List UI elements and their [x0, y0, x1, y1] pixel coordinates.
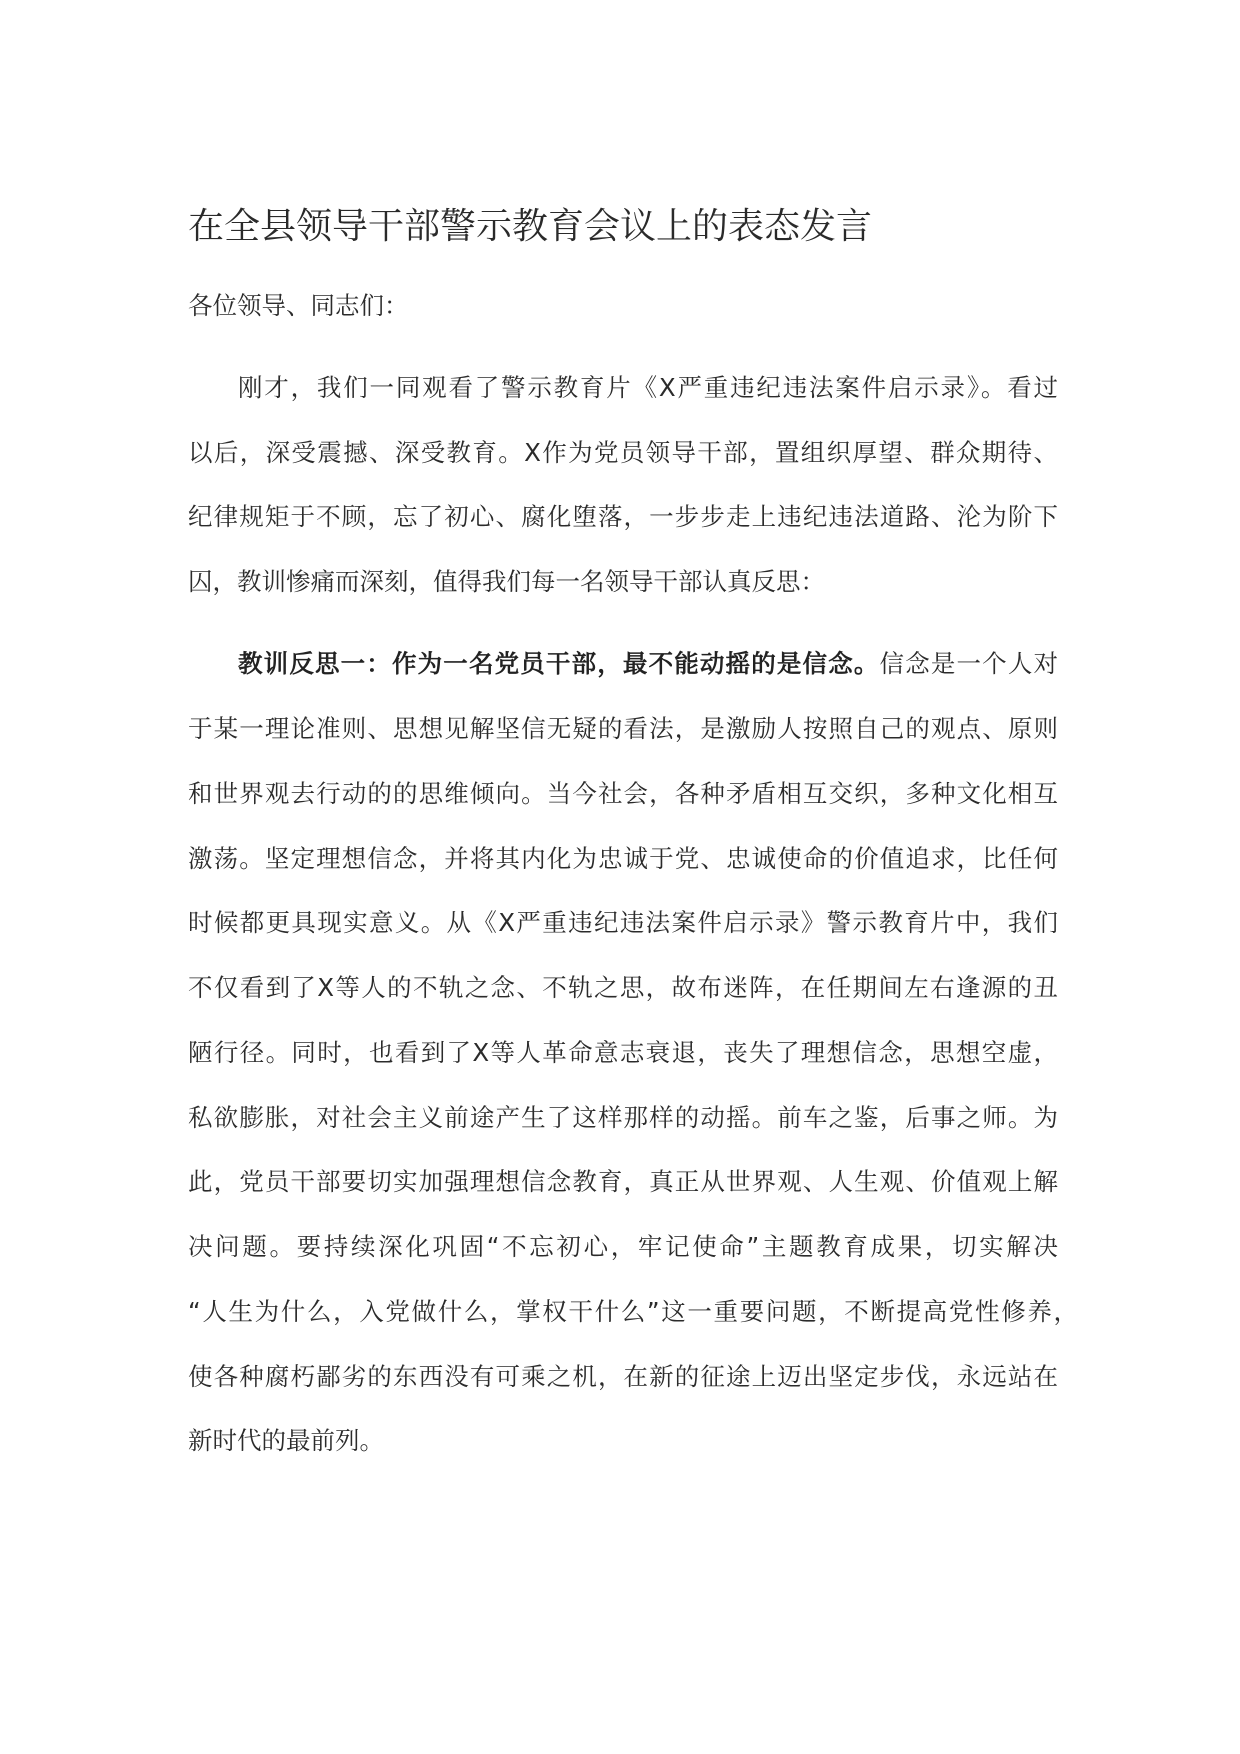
paragraph-line: 刚才，我们一同观看了警示教育片《X严重违纪违法案件启示录》。看过 [238, 373, 1058, 402]
paragraph-line: 和世界观去行动的的思维倾向。当今社会，各种矛盾相互交织，多种文化相互 [188, 779, 1058, 808]
paragraph-line: 使各种腐朽鄙劣的东西没有可乘之机，在新的征途上迈出坚定步伐，永远站在 [188, 1362, 1058, 1391]
paragraph-line: 于某一理论准则、思想见解坚信无疑的看法，是激励人按照自己的观点、原则 [188, 714, 1058, 743]
paragraph-line: 决问题。要持续深化巩固“不忘初心，牢记使命”主题教育成果，切实解决 [188, 1232, 1058, 1261]
paragraph-text: 信念是一个人对 [879, 649, 1058, 678]
paragraph-line: 新时代的最前列。 [188, 1426, 384, 1455]
paragraph-line: 陋行径。同时，也看到了X等人革命意志衰退，丧失了理想信念，思想空虚， [188, 1038, 1058, 1067]
lesson-heading: 教训反思一：作为一名党员干部，最不能动摇的是信念。 [238, 649, 880, 678]
document-title: 在全县领导干部警示教育会议上的表态发言 [188, 206, 873, 247]
paragraph-line: 纪律规矩于不顾，忘了初心、腐化堕落，一步步走上违纪违法道路、沦为阶下 [188, 502, 1058, 531]
paragraph-line: 此，党员干部要切实加强理想信念教育，真正从世界观、人生观、价值观上解 [188, 1167, 1058, 1196]
paragraph-line: 不仅看到了X等人的不轨之念、不轨之思，故布迷阵，在任期间左右逢源的丑 [188, 973, 1058, 1002]
paragraph-line: 激荡。坚定理想信念，并将其内化为忠诚于党、忠诚使命的价值追求，比任何 [188, 844, 1058, 873]
paragraph-line [188, 648, 1058, 680]
greeting: 各位领导、同志们： [188, 291, 409, 320]
paragraph-line: 私欲膨胀，对社会主义前途产生了这样那样的动摇。前车之鉴，后事之师。为 [188, 1103, 1058, 1132]
paragraph-line: “人生为什么，入党做什么，掌权干什么”这一重要问题，不断提高党性修养， [188, 1297, 1078, 1326]
paragraph-line: 囚，教训惨痛而深刻，值得我们每一名领导干部认真反思： [188, 567, 825, 596]
paragraph-line: 以后，深受震撼、深受教育。X作为党员领导干部，置组织厚望、群众期待、 [188, 438, 1058, 467]
paragraph-line: 时候都更具现实意义。从《X严重违纪违法案件启示录》警示教育片中，我们 [188, 908, 1058, 937]
